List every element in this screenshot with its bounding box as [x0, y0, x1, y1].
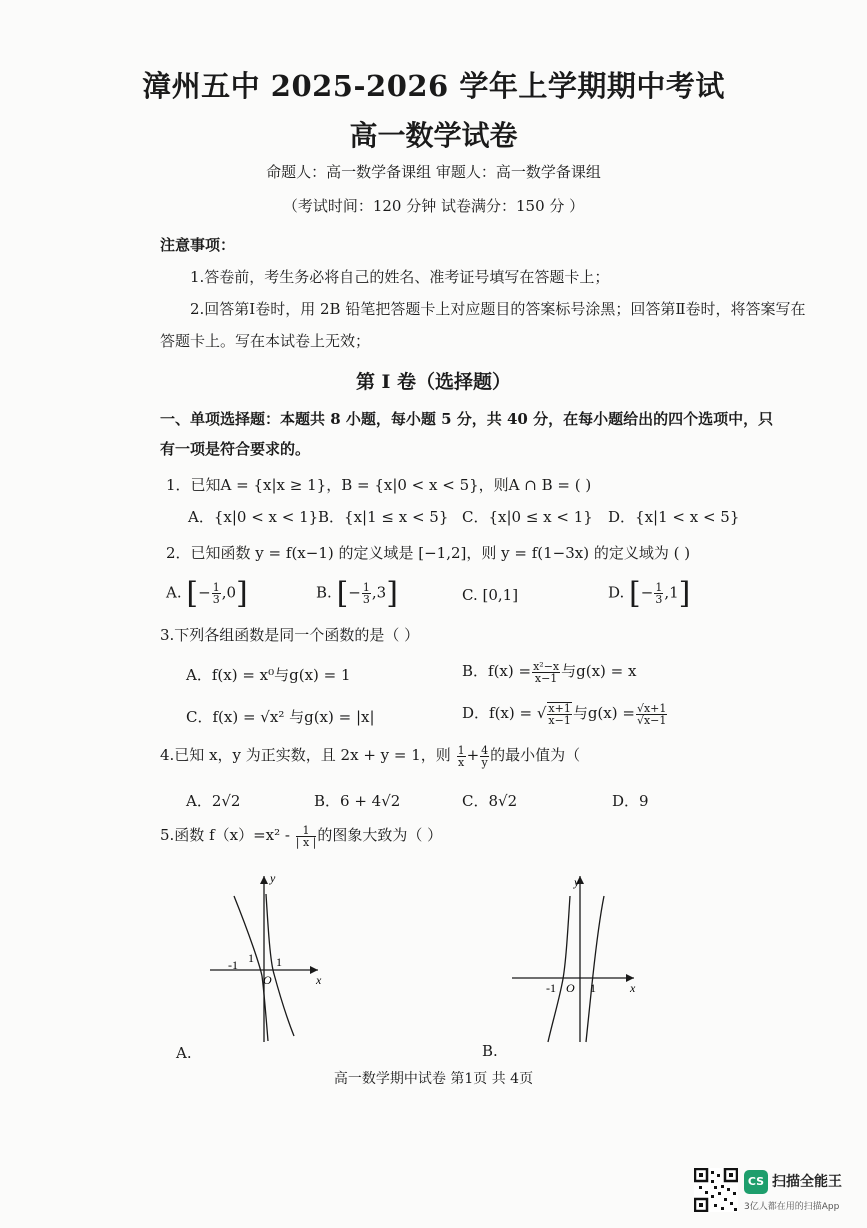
question-4-option-b: B．6 + 4√2 — [314, 792, 401, 810]
question-3-option-d: D．f(x) = √ $\frac{x+1}{x-1}$ 与g(x) = $\frac{√x+1}{√x-1}$ — [462, 701, 667, 727]
section-title: 第 I 卷（选择题） — [355, 371, 512, 393]
question-5-graph-b — [508, 866, 643, 1046]
question-4-option-d: D．9 — [612, 792, 649, 810]
origin-label: O — [263, 973, 272, 987]
question-4-stem: 4.已知 x，y 为正实数，且 2x + y = 1，则 $\frac{1}{x}$ + $\frac{4}{y}$ 的最小值为（ — [160, 743, 581, 769]
notice-heading: 注意事项： — [160, 236, 236, 254]
curve-left-branch — [234, 896, 268, 1041]
axis-x-label: x — [316, 973, 322, 987]
question-2-option-d: D. [− $\frac{1}{3}$ ,1] — [608, 576, 691, 611]
tick-label-1: 1 — [590, 981, 596, 995]
qr-code-icon — [694, 1168, 738, 1212]
page-footer: 高一数学期中试卷 第1页 共 4页 — [333, 1071, 534, 1087]
origin-label: O — [566, 981, 575, 995]
option-label: C. — [462, 586, 478, 604]
question-2-option-a: A. [− $\frac{1}{3}$ ,0] — [166, 576, 248, 611]
exam-info-line: （考试时间：120 分钟 试卷满分：150 分 ） — [282, 197, 585, 215]
question-1-option-d: D．{x|1 < x < 5} — [608, 508, 740, 526]
question-1-option-c: C．{x|0 ≤ x < 1} — [462, 508, 593, 526]
part1-instructions: 一、单项选择题：本题共 8 小题，每小题 5 分，共 40 分，在每小题给出的四个选项中，只 — [160, 410, 774, 428]
question-2-option-b: B. [− $\frac{1}{3}$ ,3] — [316, 576, 398, 611]
question-1-stem: 1．已知A = {x|x ≥ 1}，B = {x|0 < x < 5}，则A ∩ B = ( ) — [166, 476, 592, 494]
question-5-graph-b-label: B. — [482, 1042, 498, 1060]
curve-right-branch — [586, 896, 604, 1042]
scanner-tagline: 3亿人都在用的扫描App — [744, 1202, 840, 1212]
question-3-option-c: C．f(x) = √x² 与g(x) = |x| — [186, 708, 375, 726]
question-5-graph-a-label: A. — [176, 1044, 192, 1062]
part1-instructions-cont: 有一项是符合要求的。 — [160, 440, 311, 458]
curve-left-branch — [548, 896, 570, 1042]
y-axis-arrow — [260, 876, 268, 884]
tick-label-neg1: -1 — [546, 981, 556, 995]
question-2-stem: 2．已知函数 y = f(x−1) 的定义域是 [−1,2]，则 y = f(1−3x) 的定义域为 ( ) — [166, 544, 691, 562]
axis-y-label: y — [574, 875, 580, 889]
notice-item-2-cont: 答题卡上。写在本试卷上无效； — [160, 332, 371, 350]
question-3-stem: 3.下列各组函数是同一个函数的是（ ） — [160, 626, 420, 644]
question-1-option-b: B．{x|1 ≤ x < 5} — [318, 508, 449, 526]
scanner-brand: 扫描全能王 — [772, 1174, 842, 1190]
exam-subtitle: 高一数学试卷 — [349, 119, 518, 152]
question-5-stem: 5.函数 f（x）=x² - $\frac{1}{| x |}$ 的图象大致为（ ） — [160, 823, 443, 849]
axis-y-label: y — [270, 871, 276, 885]
question-2-option-c: C. [0,1] — [462, 586, 519, 604]
question-3-option-b: B．f(x) = $\frac{\text{x²−x}}{x-1}$ 与g(x) = x — [462, 659, 637, 685]
question-4-option-c: C．8√2 — [462, 792, 518, 810]
option-label: D. — [608, 583, 625, 602]
question-1-option-a: A．{x|0 < x < 1} — [188, 508, 319, 526]
notice-item-1: 1.答卷前，考生务必将自己的姓名、准考证号填写在答题卡上； — [190, 268, 610, 286]
tick-label-1: 1 — [276, 955, 282, 969]
authors-line: 命题人：高一数学备课组 审题人：高一数学备课组 — [266, 163, 601, 181]
question-3-option-a: A．f(x) = x⁰与g(x) = 1 — [186, 666, 351, 684]
notice-item-2: 2.回答第Ⅰ卷时，用 2B 铅笔把答题卡上对应题目的答案标号涂黑；回答第Ⅱ卷时，将答案写在 — [190, 300, 806, 318]
axis-x-label: x — [630, 981, 636, 995]
scanner-logo-icon: CS — [744, 1170, 768, 1194]
option-label: B. — [316, 583, 332, 602]
tick-label-1-y: 1 — [248, 951, 254, 965]
question-4-option-a: A．2√2 — [186, 792, 241, 810]
option-label: A. — [166, 583, 182, 602]
question-5-graph-a — [200, 866, 330, 1046]
tick-label-neg1: -1 — [228, 958, 238, 972]
exam-title: 漳州五中 2025-2026 学年上学期期中考试 — [142, 69, 725, 103]
